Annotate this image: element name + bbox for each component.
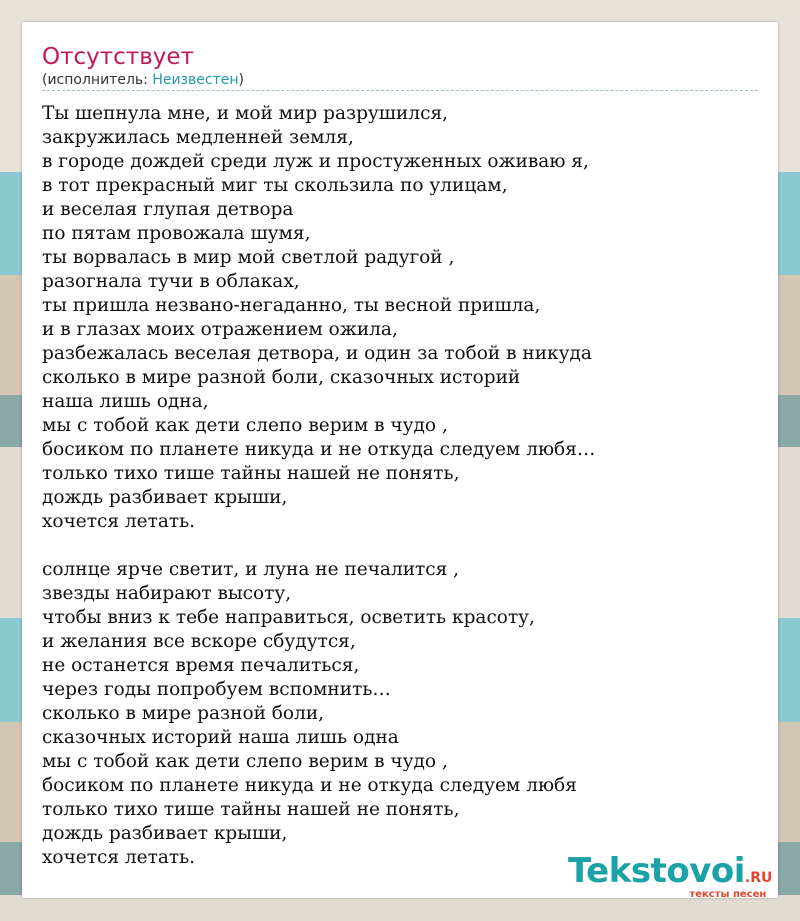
site-logo[interactable] [568,851,773,900]
lyric-line: Ты шепнула мне, и мой мир разрушился, [42,103,449,124]
lyrics-text [42,102,758,870]
logo-text: Tekstovoi [568,851,745,891]
lyric-line: разогнала тучи в облаках, [42,271,300,292]
lyric-line: в тот прекрасный миг ты скользила по улицам, [42,175,508,196]
lyric-line: сказочных историй наша лишь одна [42,727,399,748]
lyric-line: ты пришла незвано-негаданно, ты весной пришла, [42,295,541,316]
lyric-line: закружилась медленней земля, [42,127,354,148]
lyric-line: только тихо тише тайны нашей не понять, [42,463,460,484]
lyric-line: чтобы вниз к тебе направиться, осветить красоту, [42,607,535,628]
lyric-line: и в глазах моих отражением ожила, [42,319,398,340]
lyric-line: и веселая глупая детвора [42,199,294,220]
lyric-line: наша лишь одна, [42,391,209,412]
lyric-line: ты ворвалась в мир мой светлой радугой , [42,247,455,268]
lyric-line: хочется летать. [42,847,196,868]
divider [42,90,758,91]
lyric-line: в городе дождей среди луж и простуженных оживаю я, [42,151,589,172]
lyric-line: по пятам провожала шумя, [42,223,311,244]
logo-tagline: тексты песен [689,889,767,900]
lyric-line: звезды набирают высоту, [42,583,292,604]
lyric-line [42,534,758,558]
lyric-line: дождь разбивает крыши, [42,487,288,508]
artist-prefix: (исполнитель: [42,72,153,88]
lyric-line: и желания все вскоре сбудутся, [42,631,356,652]
lyric-line: разбежалась веселая детвора, и один за тобой в никуда [42,343,592,364]
lyric-line: хочется летать. [42,511,196,532]
lyric-line: сколько в мире разной боли, сказочных историй [42,367,521,388]
lyric-line: босиком по планете никуда и не откуда следуем любя… [42,439,596,460]
lyric-line: через годы попробуем вспомнить… [42,679,391,700]
artist-line [42,71,244,89]
lyric-line: босиком по планете никуда и не откуда следуем любя [42,775,577,796]
song-title: Отсутствует [42,44,194,70]
logo-domain: .RU [744,870,773,886]
lyric-line: дождь разбивает крыши, [42,823,288,844]
artist-suffix: ) [238,72,244,88]
lyric-line: сколько в мире разной боли, [42,703,325,724]
lyric-line: солнце ярче светит, и луна не печалится , [42,559,460,580]
lyric-line: не останется время печалиться, [42,655,360,676]
lyric-line: только тихо тише тайны нашей не понять, [42,799,460,820]
lyric-line: мы с тобой как дети слепо верим в чудо , [42,415,448,436]
artist-link[interactable]: Неизвестен [152,72,239,88]
lyrics-card [22,22,778,898]
lyric-line: мы с тобой как дети слепо верим в чудо , [42,751,448,772]
